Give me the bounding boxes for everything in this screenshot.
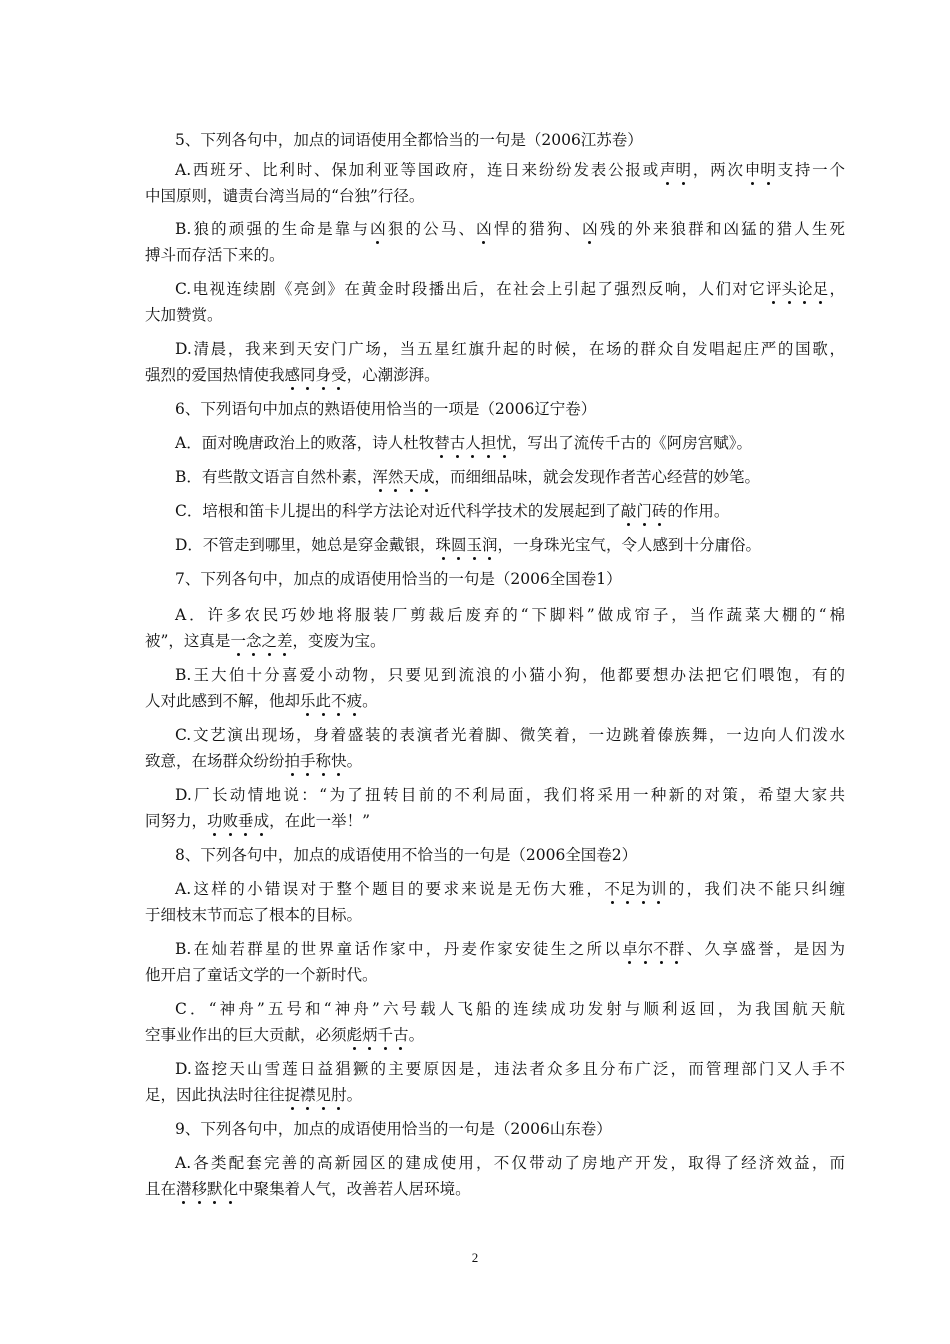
emphasized-term: 不足为训: [604, 880, 667, 898]
text-segment: ，心潮澎湃。: [346, 366, 440, 384]
text-segment: ，在此一举！”: [269, 812, 371, 830]
text-segment: B.在灿若群星的世界童话作家中，丹麦作家安徒生之所以: [175, 940, 623, 958]
text-segment: 8、下列各句中，加点的成语使用不恰当的一句是（2006全国卷2）: [175, 846, 638, 864]
emphasized-term: 凶: [582, 220, 598, 238]
text-line: [145, 1179, 815, 1199]
text-segment: 中国原则，谴责台湾当局的“台独”行径。: [145, 187, 425, 205]
text-line: [145, 905, 815, 925]
text-segment: C.文艺演出现场，身着盛装的表演者光着脚、微笑着，一边跳着傣族舞，一边向人们泼水: [175, 726, 845, 744]
emphasized-term: 彪炳千古: [346, 1026, 409, 1044]
text-line: [145, 305, 815, 325]
text-segment: 7、下列各句中，加点的成语使用恰当的一句是（2006全国卷1）: [175, 570, 622, 588]
text-segment: 同努力，: [145, 812, 208, 830]
text-line: [175, 845, 845, 865]
text-line: [175, 785, 845, 805]
text-segment: ，: [828, 280, 845, 298]
emphasized-term: 珠圆玉润: [435, 536, 498, 554]
text-segment: B.狼的顽强的生命是靠与: [175, 220, 371, 238]
text-segment: 的，我们决不能只纠缠: [666, 880, 845, 898]
text-segment: B.王大伯十分喜爱小动物，只要见到流浪的小猫小狗，他都要想办法把它们喂饱，有的: [175, 666, 845, 684]
text-segment: 支持一个: [775, 161, 845, 179]
text-segment: D.盗挖天山雪莲日益猖獗的主要原因是，违法者众多且分布广泛，而管理部门又人手不: [175, 1060, 845, 1078]
text-line: [145, 1085, 815, 1105]
emphasized-term: 乐此不疲: [300, 692, 363, 710]
emphasized-term: 潜移默化: [176, 1180, 239, 1198]
text-line: [175, 879, 845, 899]
emphasized-term: 声明: [660, 161, 692, 179]
text-segment: A.各类配套完善的高新园区的建成使用，不仅带动了房地产开发，取得了经济效益，而: [175, 1154, 845, 1172]
page-number: 2: [471, 1250, 479, 1265]
text-line: [145, 965, 815, 985]
text-line: [175, 1059, 845, 1079]
text-line: [175, 605, 845, 625]
text-segment: 强烈的爱国热情使我: [145, 366, 285, 384]
emphasized-term: 评头论足: [766, 280, 829, 298]
text-line: [175, 467, 845, 487]
text-segment: 大加赞赏。: [145, 306, 223, 324]
text-segment: C.电视连续剧《亮剑》在黄金时段播出后，在社会上引起了强烈反响，人们对它: [175, 280, 767, 298]
text-segment: 人对此感到不解，他却: [145, 692, 301, 710]
text-segment: 9、下列各句中，加点的成语使用恰当的一句是（2006山东卷）: [175, 1120, 612, 1138]
text-line: [145, 365, 815, 385]
emphasized-term: 一念之差: [230, 632, 293, 650]
text-segment: D．不管走到哪里，她总是穿金戴银，: [175, 536, 436, 554]
text-line: [175, 1153, 845, 1173]
text-line: [145, 631, 815, 651]
text-segment: 6、下列语句中加点的熟语使用恰当的一项是（2006辽宁卷）: [175, 400, 597, 418]
text-segment: 他开启了童话文学的一个新时代。: [145, 966, 378, 984]
text-line: [175, 999, 845, 1019]
text-segment: ，而细细品味，就会发现作者苦心经营的妙笔。: [434, 468, 760, 486]
text-segment: C．“神舟”五号和“神舟”六号载人飞船的连续成功发射与顺利返回，为我国航天航: [175, 1000, 845, 1018]
text-segment: A．面对晚唐政治上的败落，诗人杜牧: [175, 434, 435, 452]
text-line: [175, 130, 845, 150]
text-segment: 中聚集着人气，改善若人居环境。: [238, 1180, 471, 1198]
text-segment: D.厂长动情地说：“为了扭转目前的不利局面，我们将采用一种新的对策，希望大家共: [175, 786, 845, 804]
text-line: [145, 751, 815, 771]
text-line: [175, 160, 845, 180]
text-segment: A.这样的小错误对于整个题目的要求来说是无伤大雅，: [175, 880, 605, 898]
text-line: [175, 433, 845, 453]
emphasized-term: 敲门砖: [620, 502, 668, 520]
emphasized-term: 凶: [370, 220, 386, 238]
emphasized-term: 浑然天成: [372, 468, 435, 486]
text-line: [175, 339, 845, 359]
text-segment: 。: [408, 1026, 425, 1044]
text-segment: 致意，在场群众纷纷: [145, 752, 285, 770]
text-line: [175, 569, 845, 589]
text-segment: ，一身珠光宝气，令人感到十分庸俗。: [497, 536, 762, 554]
text-segment: 于细枝末节而忘了根本的目标。: [145, 906, 363, 924]
text-segment: 足，因此执法时往往: [145, 1086, 285, 1104]
text-segment: 、久享盛誉，是因为: [684, 940, 845, 958]
emphasized-term: 申明: [744, 161, 776, 179]
text-line: [175, 939, 845, 959]
text-segment: ，写出了流传千古的《阿房宫赋》。: [511, 434, 753, 452]
emphasized-term: 捉襟见肘: [284, 1086, 347, 1104]
text-line: [175, 501, 845, 521]
text-line: [145, 691, 815, 711]
text-segment: D.清晨，我来到天安门广场，当五星红旗升起的时候，在场的群众自发唱起庄严的国歌，: [175, 340, 845, 358]
text-line: [175, 725, 845, 745]
emphasized-term: 凶: [476, 220, 492, 238]
text-segment: 。: [346, 752, 363, 770]
text-segment: 狠的公马、: [385, 220, 477, 238]
emphasized-term: 功败垂成: [207, 812, 270, 830]
text-line: [175, 1119, 845, 1139]
text-segment: ，两次: [691, 161, 745, 179]
text-segment: 空事业作出的巨大贡献，必须: [145, 1026, 347, 1044]
text-line: [175, 535, 845, 555]
text-segment: A．许多农民巧妙地将服装厂剪裁后废弃的“下脚料”做成帘子，当作蔬菜大棚的“棉: [175, 606, 845, 624]
text-line: [175, 219, 845, 239]
text-segment: 5、下列各句中，加点的词语使用全都恰当的一句是（2006江苏卷）: [175, 131, 643, 149]
emphasized-term: 卓尔不群: [622, 940, 685, 958]
text-line: [145, 811, 815, 831]
text-line: [175, 279, 845, 299]
text-segment: 。: [362, 692, 378, 710]
emphasized-term: 拍手称快: [284, 752, 347, 770]
text-segment: C．培根和笛卡儿提出的科学方法论对近代科学技术的发展起到了: [175, 502, 621, 520]
text-segment: 残的外来狼群和凶猛的猎人生死: [597, 220, 845, 238]
text-segment: 且在: [145, 1180, 177, 1198]
text-line: [175, 665, 845, 685]
text-segment: 被”，这真是: [145, 632, 231, 650]
text-line: [145, 245, 815, 265]
text-segment: 的作用。: [667, 502, 730, 520]
text-segment: ，变废为宝。: [292, 632, 386, 650]
emphasized-term: 感同身受: [284, 366, 347, 384]
text-line: [175, 399, 845, 419]
emphasized-term: 替古人担忧: [434, 434, 512, 452]
text-segment: A.西班牙、比利时、保加利亚等国政府，连日来纷纷发表公报或: [175, 161, 661, 179]
text-line: [145, 186, 815, 206]
text-line: [145, 1025, 815, 1045]
text-segment: 。: [346, 1086, 363, 1104]
text-segment: B．有些散文语言自然朴素，: [175, 468, 373, 486]
text-segment: 悍的猎狗、: [491, 220, 583, 238]
text-segment: 搏斗而存活下来的。: [145, 246, 285, 264]
